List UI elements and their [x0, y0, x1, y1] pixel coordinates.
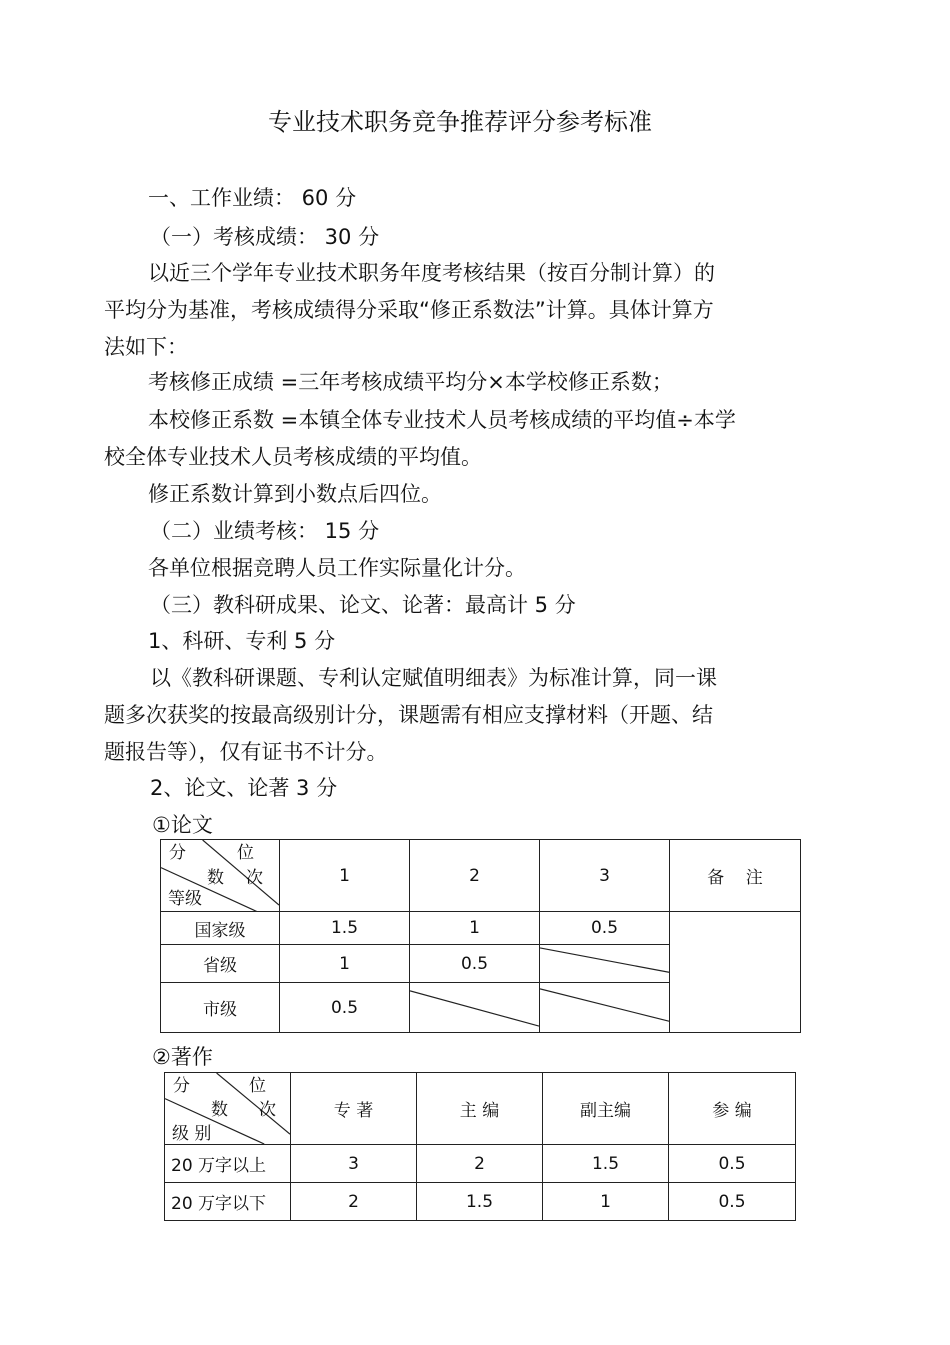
corner-label: 数 [207, 868, 224, 888]
column-header: 主 编 [417, 1073, 543, 1145]
table-cell: 1 [410, 912, 540, 945]
table-cell: 2 [417, 1145, 543, 1183]
column-header: 专 著 [291, 1073, 417, 1145]
row-label: 国家级 [161, 912, 280, 945]
corner-label: 次 [246, 868, 263, 888]
diagonal-line-icon [540, 983, 669, 1032]
table-cell: 1 [543, 1183, 669, 1221]
corner-label: 分 [169, 843, 186, 863]
empty-slashed-cell [540, 983, 670, 1033]
corner-label: 等级 [168, 889, 202, 909]
row-label: 市级 [161, 983, 280, 1033]
corner-label: 位 [249, 1076, 266, 1096]
paragraph-line: 以《教科研课题、专利认定赋值明细表》为标准计算，同一课 [150, 666, 717, 690]
table-cell: 1.5 [280, 912, 410, 945]
row-label: 20 万字以下 [165, 1183, 291, 1221]
row-label: 省级 [161, 945, 280, 983]
table-cell: 0.5 [280, 983, 410, 1033]
formula-line: 本校修正系数 =本镇全体专业技术人员考核成绩的平均值÷本学 [148, 408, 736, 432]
column-header: 2 [410, 840, 540, 912]
column-header: 副主编 [543, 1073, 669, 1145]
table-cell: 1.5 [543, 1145, 669, 1183]
remarks-cell [670, 912, 801, 1033]
item-heading-papers-books: 2、论文、论著 3 分 [150, 776, 338, 800]
paragraph-line: 各单位根据竞聘人员工作实际量化计分。 [148, 556, 526, 580]
table-corner-header [161, 840, 280, 912]
paragraph-line: 以近三个学年专业技术职务年度考核结果（按百分制计算）的 [148, 261, 715, 285]
formula-line: 考核修正成绩 =三年考核成绩平均分×本学校修正系数； [148, 370, 673, 394]
table-corner-header [165, 1073, 291, 1145]
table-caption-papers: ①论文 [152, 813, 213, 837]
diagonal-line-icon [540, 945, 669, 982]
subsection-heading-assessment: （一）考核成绩： 30 分 [150, 225, 380, 249]
subsection-heading-performance: （二）业绩考核： 15 分 [150, 519, 380, 543]
section-heading-work-performance: 一、工作业绩： 60 分 [148, 186, 357, 210]
table-cell: 0.5 [540, 912, 670, 945]
corner-label: 分 [173, 1076, 190, 1096]
column-header: 3 [540, 840, 670, 912]
table-caption-books: ②著作 [152, 1045, 213, 1069]
column-header-remarks: 备 注 [670, 840, 801, 912]
empty-slashed-cell [410, 983, 540, 1033]
table-cell: 3 [291, 1145, 417, 1183]
corner-label: 级 别 [172, 1124, 212, 1144]
table-cell: 2 [291, 1183, 417, 1221]
table-cell: 1 [280, 945, 410, 983]
books-table [164, 1072, 796, 1221]
row-label: 20 万字以上 [165, 1145, 291, 1183]
papers-table [160, 839, 801, 1033]
table-cell: 0.5 [669, 1183, 796, 1221]
empty-slashed-cell [540, 945, 670, 983]
subsection-heading-research: （三）教科研成果、论文、论著：最高计 5 分 [150, 593, 576, 617]
paragraph-line: 法如下： [104, 335, 188, 359]
paragraph-line: 平均分为基准，考核成绩得分采取“修正系数法”计算。具体计算方 [104, 298, 714, 322]
paragraph-line: 题多次获奖的按最高级别计分，课题需有相应支撑材料（开题、结 [104, 703, 713, 727]
column-header: 1 [280, 840, 410, 912]
table-cell: 1.5 [417, 1183, 543, 1221]
corner-label: 次 [259, 1100, 276, 1120]
diagonal-line-icon [410, 983, 539, 1032]
page-title: 专业技术职务竞争推荐评分参考标准 [268, 108, 652, 136]
item-heading-research-patent: 1、科研、专利 5 分 [148, 629, 336, 653]
corner-label: 数 [211, 1100, 228, 1120]
table-cell: 0.5 [669, 1145, 796, 1183]
corner-label: 位 [237, 843, 254, 863]
table-cell: 0.5 [410, 945, 540, 983]
column-header: 参 编 [669, 1073, 796, 1145]
paragraph-line: 题报告等），仅有证书不计分。 [104, 740, 388, 764]
paragraph-line: 校全体专业技术人员考核成绩的平均值。 [104, 445, 482, 469]
paragraph-line: 修正系数计算到小数点后四位。 [148, 482, 442, 506]
